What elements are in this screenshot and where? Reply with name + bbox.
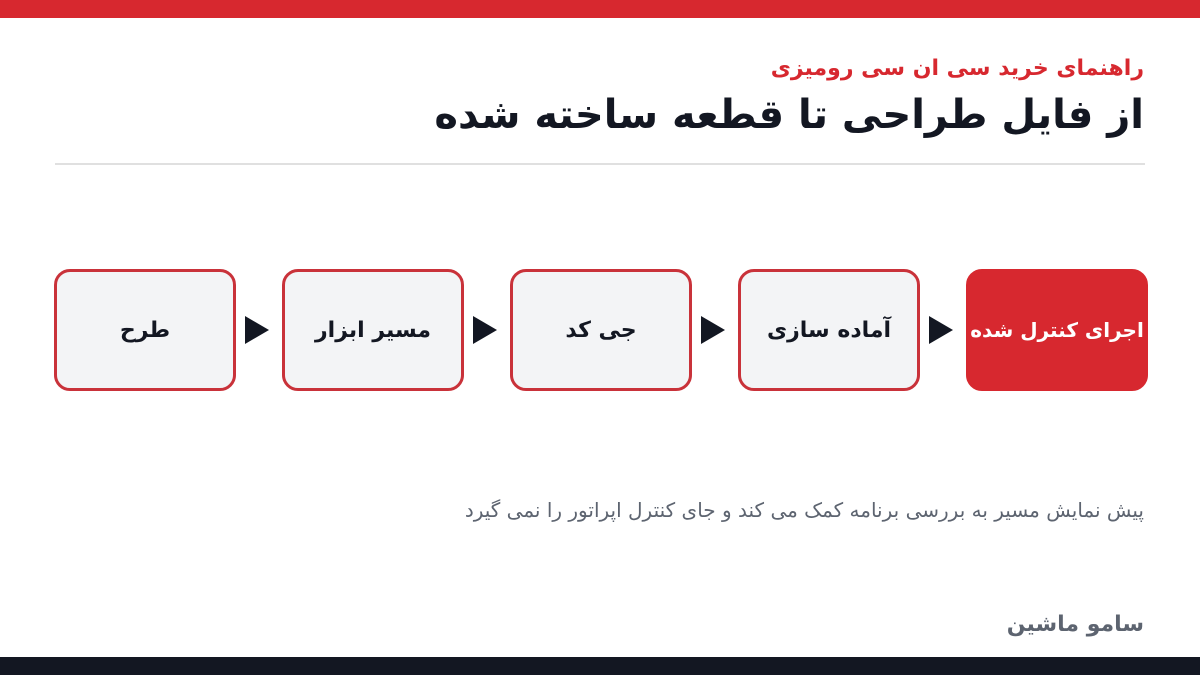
arrow-right-icon bbox=[929, 316, 953, 344]
header-divider bbox=[55, 163, 1145, 165]
page-subtitle: راهنمای خرید سی ان سی رومیزی bbox=[770, 56, 1144, 81]
process-flow bbox=[54, 269, 1148, 391]
flow-step-gcode: جی کد bbox=[510, 269, 692, 391]
flow-step-setup: آماده سازی bbox=[738, 269, 920, 391]
bottom-dark-bar bbox=[0, 657, 1200, 675]
brand-name: سامو ماشین bbox=[1006, 612, 1144, 637]
arrow-right-icon bbox=[245, 316, 269, 344]
flow-step-design: طرح bbox=[54, 269, 236, 391]
top-accent-bar bbox=[0, 0, 1200, 18]
arrow-right-icon bbox=[473, 316, 497, 344]
flow-step-controlled-run: اجرای کنترل شده bbox=[966, 269, 1148, 391]
page-title: از فایل طراحی تا قطعه ساخته شده bbox=[434, 92, 1144, 138]
flow-description: پیش نمایش مسیر به بررسی برنامه کمک می کند و جای کنترل اپراتور را نمی گیرد bbox=[464, 498, 1144, 522]
flow-step-toolpath: مسیر ابزار bbox=[282, 269, 464, 391]
arrow-right-icon bbox=[701, 316, 725, 344]
